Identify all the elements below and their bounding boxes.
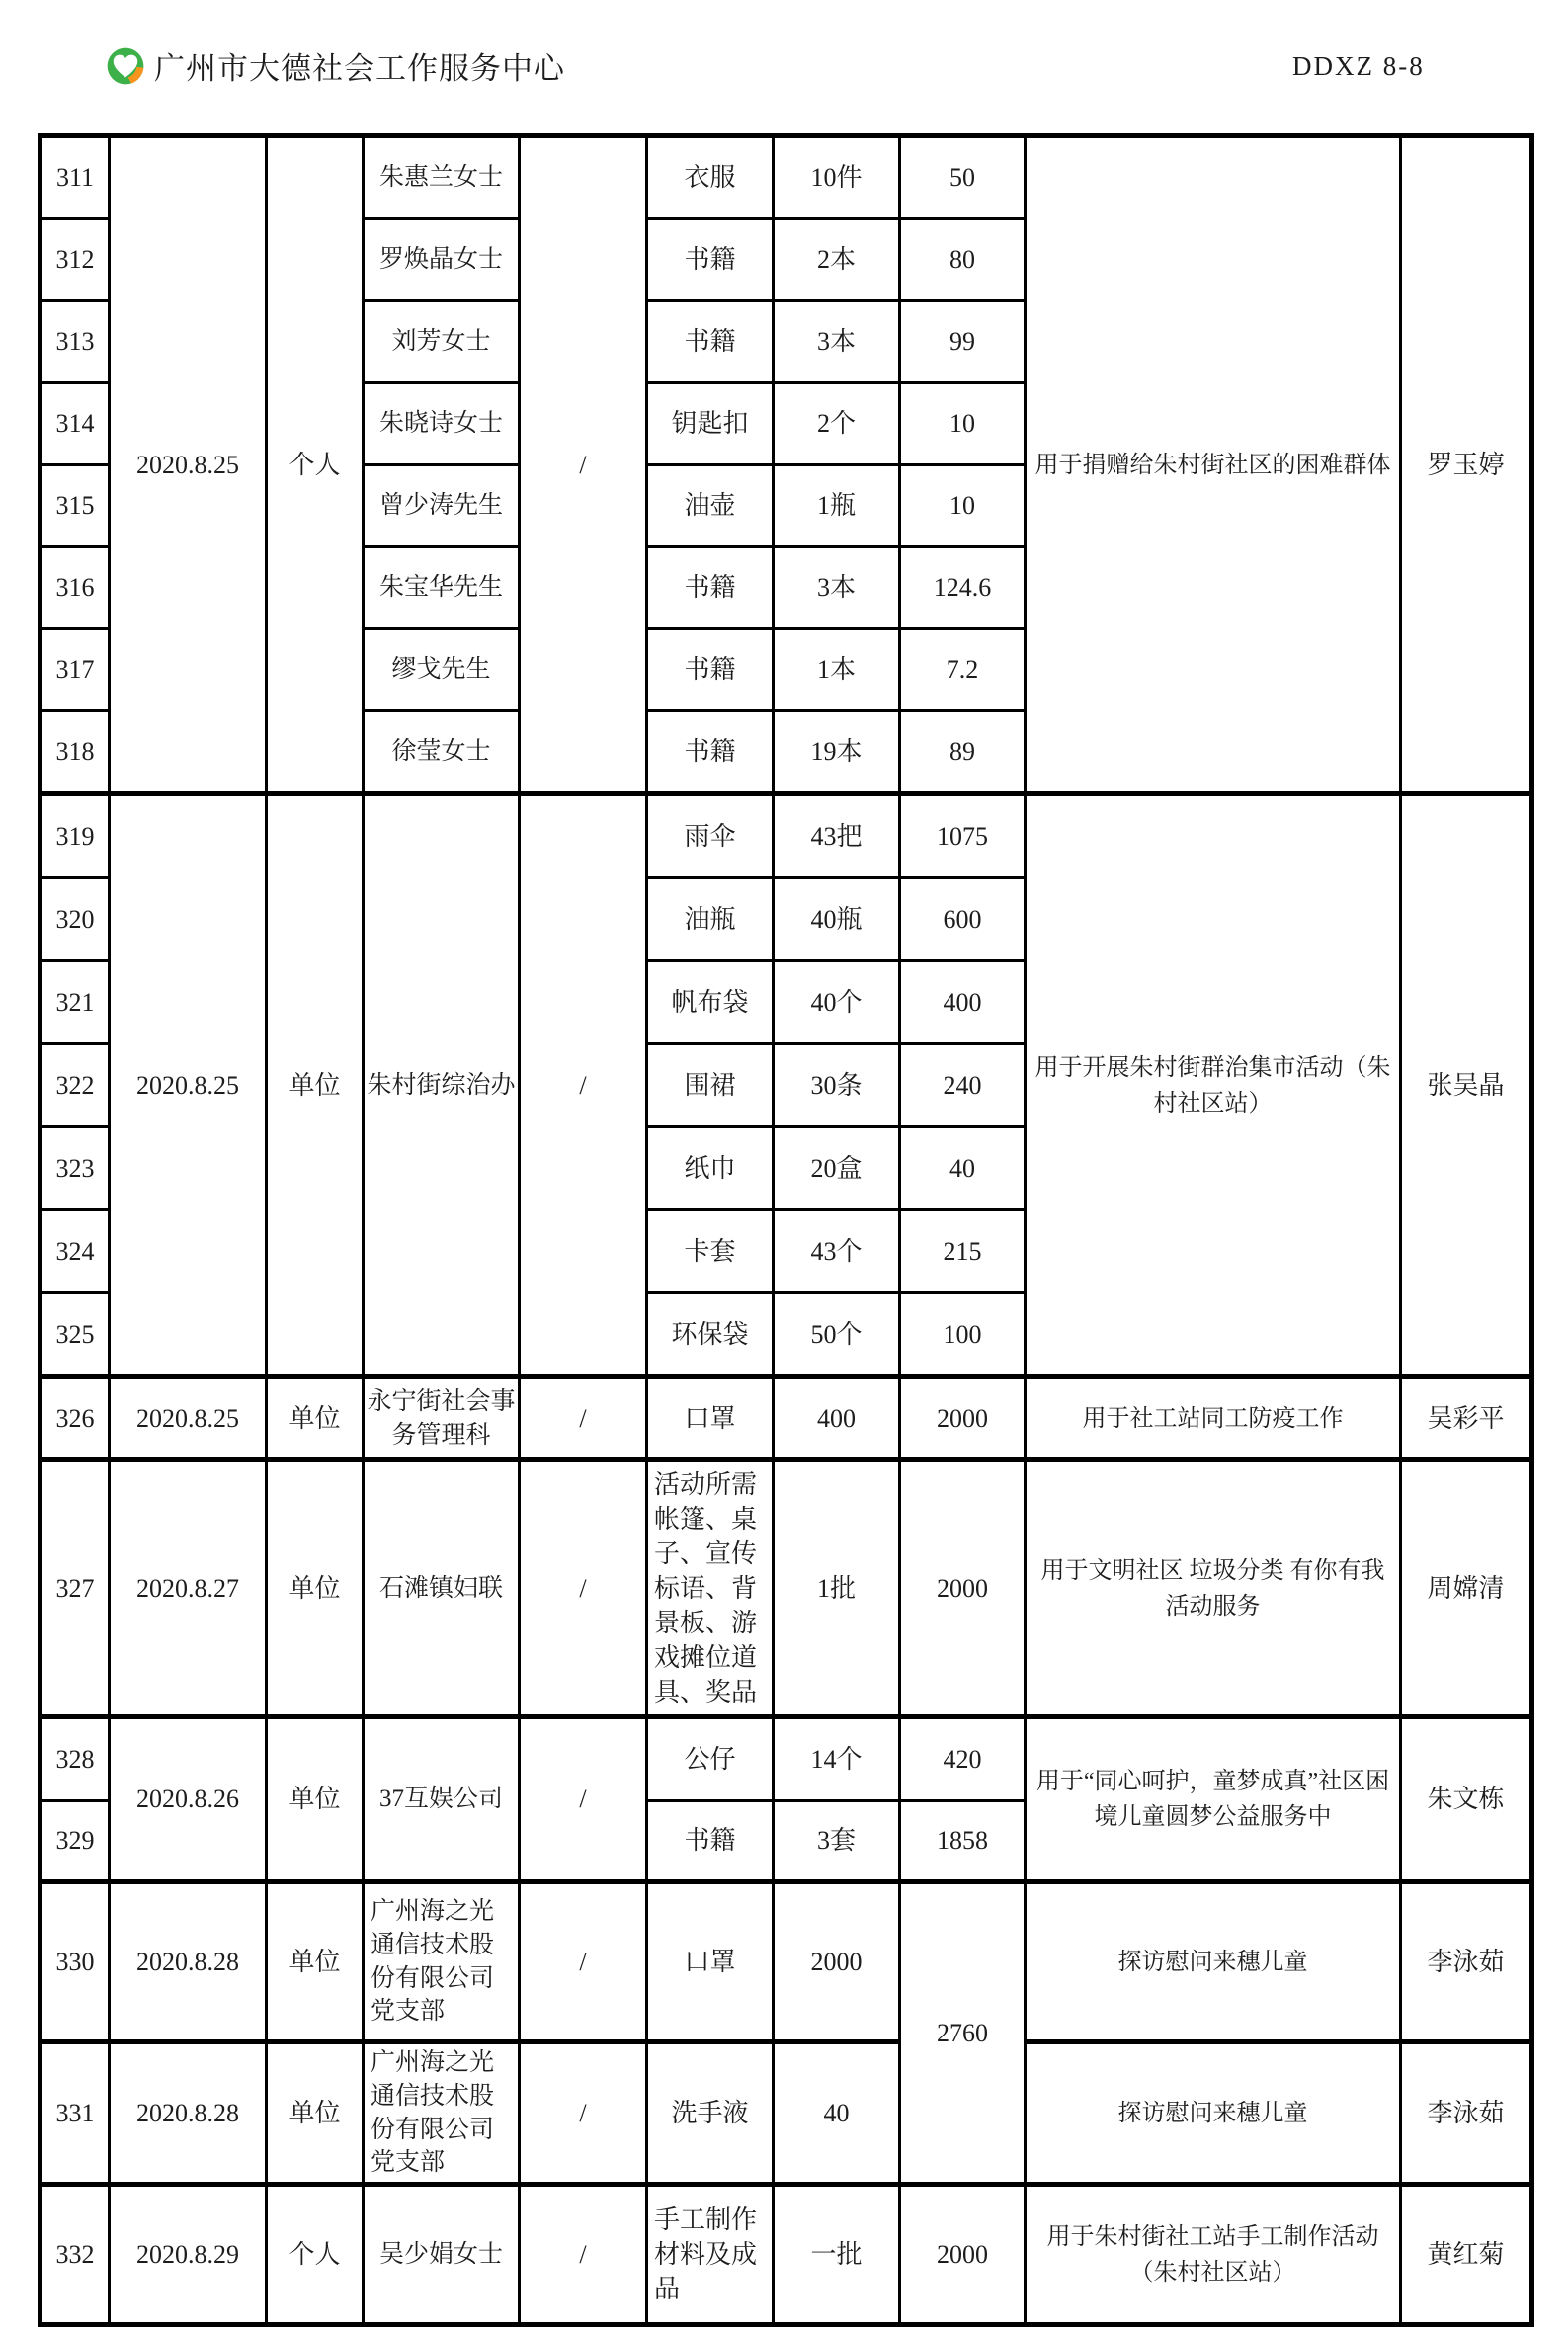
row-number-cell: 329 (41, 1801, 110, 1882)
item-cell: 钥匙扣 (647, 383, 774, 465)
amount-cell: 7.2 (900, 629, 1026, 711)
amount-cell: 215 (900, 1210, 1026, 1293)
row-number-cell: 327 (41, 1460, 110, 1717)
row-number-cell: 323 (41, 1127, 110, 1210)
donor-name-cell: 朱宝华先生 (364, 547, 520, 629)
donor-name-cell: 永宁街社会事务管理科 (364, 1377, 520, 1460)
quantity-cell: 一批 (774, 2185, 900, 2325)
page-header (105, 43, 565, 88)
amount-cell: 2760 (900, 1882, 1026, 2185)
table-row-311 (41, 136, 1532, 219)
row-number-cell: 318 (41, 711, 110, 794)
donor-type-cell: 单位 (267, 1377, 364, 1460)
source-cell: / (520, 2042, 647, 2185)
donor-name-cell: 37互娱公司 (364, 1717, 520, 1882)
date-cell: 2020.8.28 (110, 2042, 267, 2185)
quantity-cell: 43把 (774, 794, 900, 878)
item-cell: 卡套 (647, 1210, 774, 1293)
row-number-cell: 321 (41, 961, 110, 1044)
row-number-cell: 326 (41, 1377, 110, 1460)
quantity-cell: 400 (774, 1377, 900, 1460)
amount-cell: 240 (900, 1044, 1026, 1127)
quantity-cell: 43个 (774, 1210, 900, 1293)
source-cell: / (520, 1882, 647, 2042)
item-cell: 帆布袋 (647, 961, 774, 1044)
donor-type-cell: 个人 (267, 136, 364, 794)
quantity-cell: 1批 (774, 1460, 900, 1717)
row-number-cell: 312 (41, 219, 110, 301)
item-cell: 书籍 (647, 1801, 774, 1882)
quantity-cell: 10件 (774, 136, 900, 219)
purpose-cell: 用于“同心呵护，童梦成真”社区困境儿童圆梦公益服务中 (1026, 1717, 1401, 1882)
quantity-cell: 14个 (774, 1717, 900, 1801)
donor-type-cell: 单位 (267, 2042, 364, 2185)
date-cell: 2020.8.26 (110, 1717, 267, 1882)
amount-cell: 50 (900, 136, 1026, 219)
item-cell: 书籍 (647, 629, 774, 711)
row-number-cell: 314 (41, 383, 110, 465)
item-cell: 活动所需帐篷、桌子、宣传标语、背景板、游戏摊位道具、奖品 (647, 1460, 774, 1717)
source-cell: / (520, 1460, 647, 1717)
donor-name-cell: 吴少娟女士 (364, 2185, 520, 2325)
purpose-cell: 用于捐赠给朱村街社区的困难群体 (1026, 136, 1401, 794)
donor-name-cell: 缪戈先生 (364, 629, 520, 711)
amount-cell: 2000 (900, 1460, 1026, 1717)
donor-name-cell: 刘芳女士 (364, 301, 520, 383)
amount-cell: 2000 (900, 1377, 1026, 1460)
doc-code: DDXZ 8-8 (1292, 51, 1425, 81)
handler-cell: 朱文栋 (1401, 1717, 1532, 1882)
date-cell: 2020.8.25 (110, 1377, 267, 1460)
item-cell: 口罩 (647, 1882, 774, 2042)
row-number-cell: 325 (41, 1293, 110, 1377)
row-number-cell: 313 (41, 301, 110, 383)
donor-name-cell: 徐莹女士 (364, 711, 520, 794)
row-number-cell: 320 (41, 878, 110, 961)
quantity-cell: 40瓶 (774, 878, 900, 961)
item-cell: 围裙 (647, 1044, 774, 1127)
row-number-cell: 324 (41, 1210, 110, 1293)
amount-cell: 1858 (900, 1801, 1026, 1882)
table-row-319 (41, 794, 1532, 878)
date-cell: 2020.8.27 (110, 1460, 267, 1717)
item-cell: 雨伞 (647, 794, 774, 878)
org-logo-heart-icon (105, 45, 146, 87)
item-cell: 书籍 (647, 301, 774, 383)
donor-name-cell: 曾少涛先生 (364, 465, 520, 547)
row-number-cell: 319 (41, 794, 110, 878)
quantity-cell: 20盒 (774, 1127, 900, 1210)
purpose-cell: 探访慰问来穗儿童 (1026, 2042, 1401, 2185)
quantity-cell: 3本 (774, 547, 900, 629)
donation-table (38, 133, 1534, 2327)
item-cell: 公仔 (647, 1717, 774, 1801)
donor-type-cell: 单位 (267, 794, 364, 1377)
table-row-326 (41, 1377, 1532, 1460)
item-cell: 衣服 (647, 136, 774, 219)
date-cell: 2020.8.25 (110, 794, 267, 1377)
row-number-cell: 330 (41, 1882, 110, 2042)
handler-cell: 李泳茹 (1401, 1882, 1532, 2042)
item-cell: 洗手液 (647, 2042, 774, 2185)
source-cell: / (520, 136, 647, 794)
quantity-cell: 40 (774, 2042, 900, 2185)
donor-name-cell: 朱惠兰女士 (364, 136, 520, 219)
purpose-cell: 用于文明社区 垃圾分类 有你有我活动服务 (1026, 1460, 1401, 1717)
quantity-cell: 3套 (774, 1801, 900, 1882)
row-number-cell: 328 (41, 1717, 110, 1801)
org-title: 广州市大德社会工作服务中心 (154, 51, 565, 86)
quantity-cell: 1本 (774, 629, 900, 711)
quantity-cell: 30条 (774, 1044, 900, 1127)
donor-name-cell: 罗焕晶女士 (364, 219, 520, 301)
table-row-330 (41, 1882, 1532, 2042)
row-number-cell: 317 (41, 629, 110, 711)
purpose-cell: 用于社工站同工防疫工作 (1026, 1377, 1401, 1460)
quantity-cell: 19本 (774, 711, 900, 794)
row-number-cell: 315 (41, 465, 110, 547)
quantity-cell: 1瓶 (774, 465, 900, 547)
amount-cell: 124.6 (900, 547, 1026, 629)
amount-cell: 80 (900, 219, 1026, 301)
amount-cell: 1075 (900, 794, 1026, 878)
handler-cell: 黄红菊 (1401, 2185, 1532, 2325)
source-cell: / (520, 1377, 647, 1460)
item-cell: 油瓶 (647, 878, 774, 961)
donor-type-cell: 个人 (267, 2185, 364, 2325)
amount-cell: 420 (900, 1717, 1026, 1801)
amount-cell: 100 (900, 1293, 1026, 1377)
purpose-cell: 用于朱村街社工站手工制作活动（朱村社区站） (1026, 2185, 1401, 2325)
table-row-327 (41, 1460, 1532, 1717)
date-cell: 2020.8.28 (110, 1882, 267, 2042)
handler-cell: 罗玉婷 (1401, 136, 1532, 794)
handler-cell: 李泳茹 (1401, 2042, 1532, 2185)
table-row-332 (41, 2185, 1532, 2325)
row-number-cell: 332 (41, 2185, 110, 2325)
source-cell: / (520, 2185, 647, 2325)
item-cell: 书籍 (647, 711, 774, 794)
donor-type-cell: 单位 (267, 1882, 364, 2042)
purpose-cell: 探访慰问来穗儿童 (1026, 1882, 1401, 2042)
amount-cell: 600 (900, 878, 1026, 961)
table-row-328 (41, 1717, 1532, 1801)
amount-cell: 2000 (900, 2185, 1026, 2325)
handler-cell: 吴彩平 (1401, 1377, 1532, 1460)
amount-cell: 99 (900, 301, 1026, 383)
handler-cell: 周嫦清 (1401, 1460, 1532, 1717)
donor-name-cell: 朱村街综治办 (364, 794, 520, 1377)
item-cell: 纸巾 (647, 1127, 774, 1210)
quantity-cell: 40个 (774, 961, 900, 1044)
item-cell: 书籍 (647, 219, 774, 301)
source-cell: / (520, 1717, 647, 1882)
date-cell: 2020.8.25 (110, 136, 267, 794)
handler-cell: 张吴晶 (1401, 794, 1532, 1377)
item-cell: 口罩 (647, 1377, 774, 1460)
amount-cell: 40 (900, 1127, 1026, 1210)
item-cell: 书籍 (647, 547, 774, 629)
source-cell: / (520, 794, 647, 1377)
row-number-cell: 311 (41, 136, 110, 219)
amount-cell: 10 (900, 383, 1026, 465)
quantity-cell: 2个 (774, 383, 900, 465)
donor-type-cell: 单位 (267, 1460, 364, 1717)
quantity-cell: 50个 (774, 1293, 900, 1377)
amount-cell: 400 (900, 961, 1026, 1044)
purpose-cell: 用于开展朱村街群治集市活动（朱村社区站） (1026, 794, 1401, 1377)
quantity-cell: 3本 (774, 301, 900, 383)
donor-name-cell: 广州海之光通信技术股份有限公司党支部 (364, 1882, 520, 2042)
amount-cell: 89 (900, 711, 1026, 794)
table-row-331 (41, 2042, 1532, 2185)
item-cell: 油壶 (647, 465, 774, 547)
quantity-cell: 2000 (774, 1882, 900, 2042)
quantity-cell: 2本 (774, 219, 900, 301)
donor-type-cell: 单位 (267, 1717, 364, 1882)
donor-name-cell: 石滩镇妇联 (364, 1460, 520, 1717)
donor-name-cell: 朱晓诗女士 (364, 383, 520, 465)
row-number-cell: 331 (41, 2042, 110, 2185)
row-number-cell: 316 (41, 547, 110, 629)
donation-table-wrap (38, 133, 1534, 2327)
donor-name-cell: 广州海之光通信技术股份有限公司党支部 (364, 2042, 520, 2185)
date-cell: 2020.8.29 (110, 2185, 267, 2325)
item-cell: 环保袋 (647, 1293, 774, 1377)
amount-cell: 10 (900, 465, 1026, 547)
item-cell: 手工制作材料及成品 (647, 2185, 774, 2325)
row-number-cell: 322 (41, 1044, 110, 1127)
